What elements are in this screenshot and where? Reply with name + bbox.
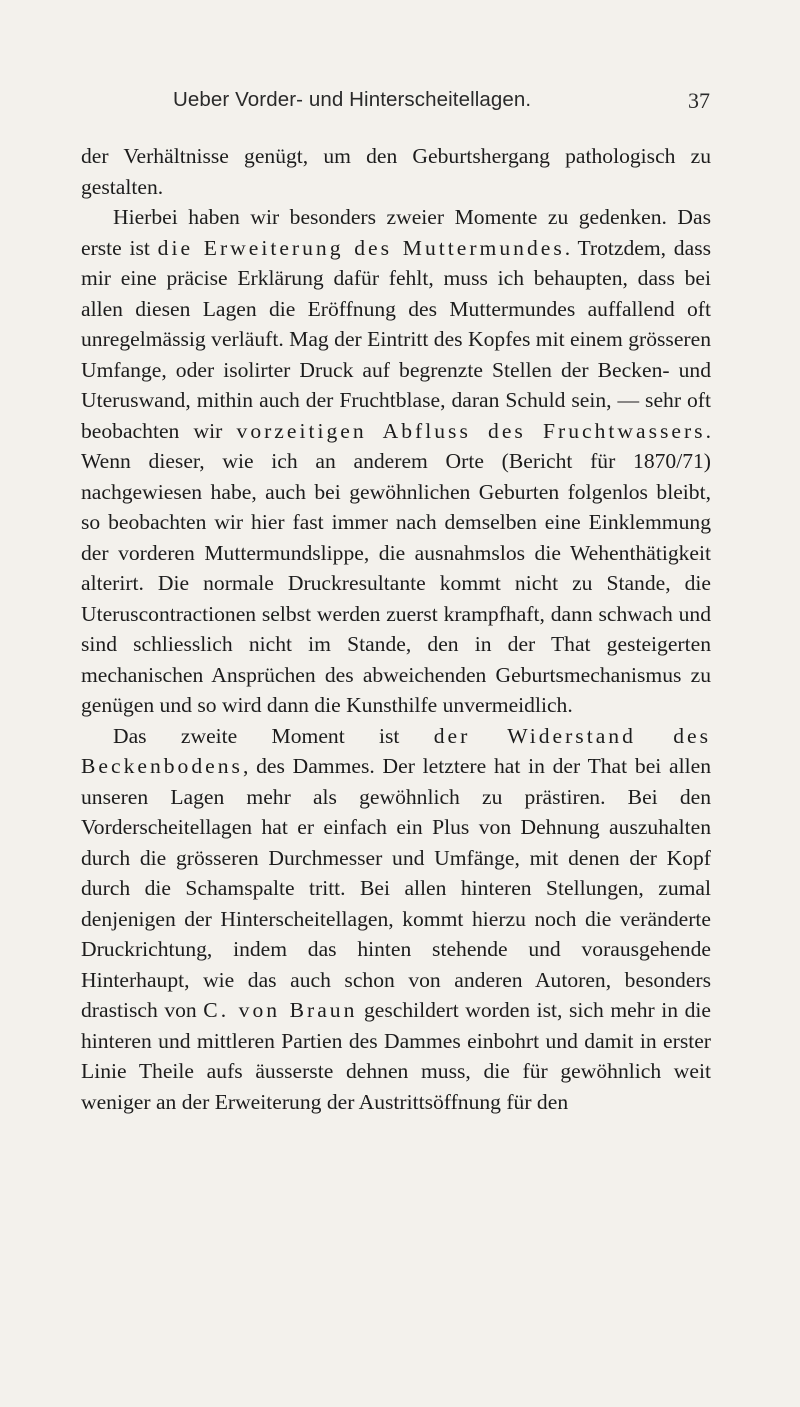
text-run: geschildert worden ist, sich mehr in die hinteren und mittleren Partien des Dammes einbohrt und damit in erster Linie Theile aufs äusserste dehnen muss, die für gewöhnlich weit weniger an der Erweiterung der Austrittsöffnung für den <box>81 998 712 1114</box>
paragraph <box>81 202 711 721</box>
text-run: . Trotzdem, dass mir eine präcise Erklärung dafür fehlt, muss ich behaupten, dass bei allen diesen Lagen die Eröffnung des Muttermundes auffallend oft unregelmässig verläuft. Mag der Eintritt des Kopfes mit einem grösseren Umfange, oder isolirter Druck auf begrenzte Stellen der Becken- und Uteruswand, mithin auch der Fruchtblase, daran Schuld sein, — sehr oft beobachten wir <box>81 235 711 443</box>
text-run: Hierbei haben wir besonders zweier Momente zu gedenken. Das erste ist <box>81 205 711 260</box>
paragraph <box>81 721 711 1118</box>
running-title: Ueber Vorder- und Hinterscheitellagen. <box>173 88 532 111</box>
body-text <box>81 141 711 1117</box>
text-run: , des Dammes. Der letztere hat in der That bei allen unseren Lagen mehr als gewöhnlich zu prästiren. Bei den Vorderscheitellagen hat er einfach ein Plus von Dehnung auszuhalten durch die grösseren Durchmesser und Umfänge, mit denen der Kopf durch die Schamspalte tritt. Bei allen hinteren Stellungen, zumal denjenigen der Hinterscheitellagen, kommt hierzu noch die veränderte Druckrichtung, indem das hinten stehende und vorausgehende Hinterhaupt, wie das auch schon von anderen Autoren, besonders drastisch von <box>81 754 711 1022</box>
emphasized-text: die Erweiterung des Muttermundes <box>157 235 565 260</box>
emphasized-text: der Widerstand des Beckenbodens <box>81 723 711 778</box>
page-number: 37 <box>688 88 710 113</box>
page-header <box>170 88 710 120</box>
text-run: der Verhältnisse genügt, um den Geburtshergang pathologisch zu gestalten. <box>81 144 711 199</box>
text-run: Das zweite Moment ist <box>113 723 434 748</box>
emphasized-text: vorzeitigen Abfluss des Fruchtwassers <box>236 418 706 443</box>
emphasized-text: C. von Braun <box>203 998 358 1022</box>
paragraph <box>81 141 711 202</box>
text-run: . Wenn dieser, wie ich an anderem Orte (Bericht für 1870/71) nachgewiesen habe, auch bei gewöhnlichen Geburten folgenlos bleibt, so beobachten wir hier fast immer nach demselben eine Einklemmung der vorderen Muttermundslippe, die ausnahmslos die Wehenthätigkeit alterirt. Die normale Druckresultante kommt nicht zu Stande, die Uteruscontractionen selbst werden zuerst krampfhaft, dann schwach und sind schliesslich nicht im Stande, den in der That gesteigerten mechanischen Ansprüchen des abweichenden Geburtsmechanismus zu genügen und so wird dann die Kunsthilfe unvermeidlich. <box>81 418 711 717</box>
